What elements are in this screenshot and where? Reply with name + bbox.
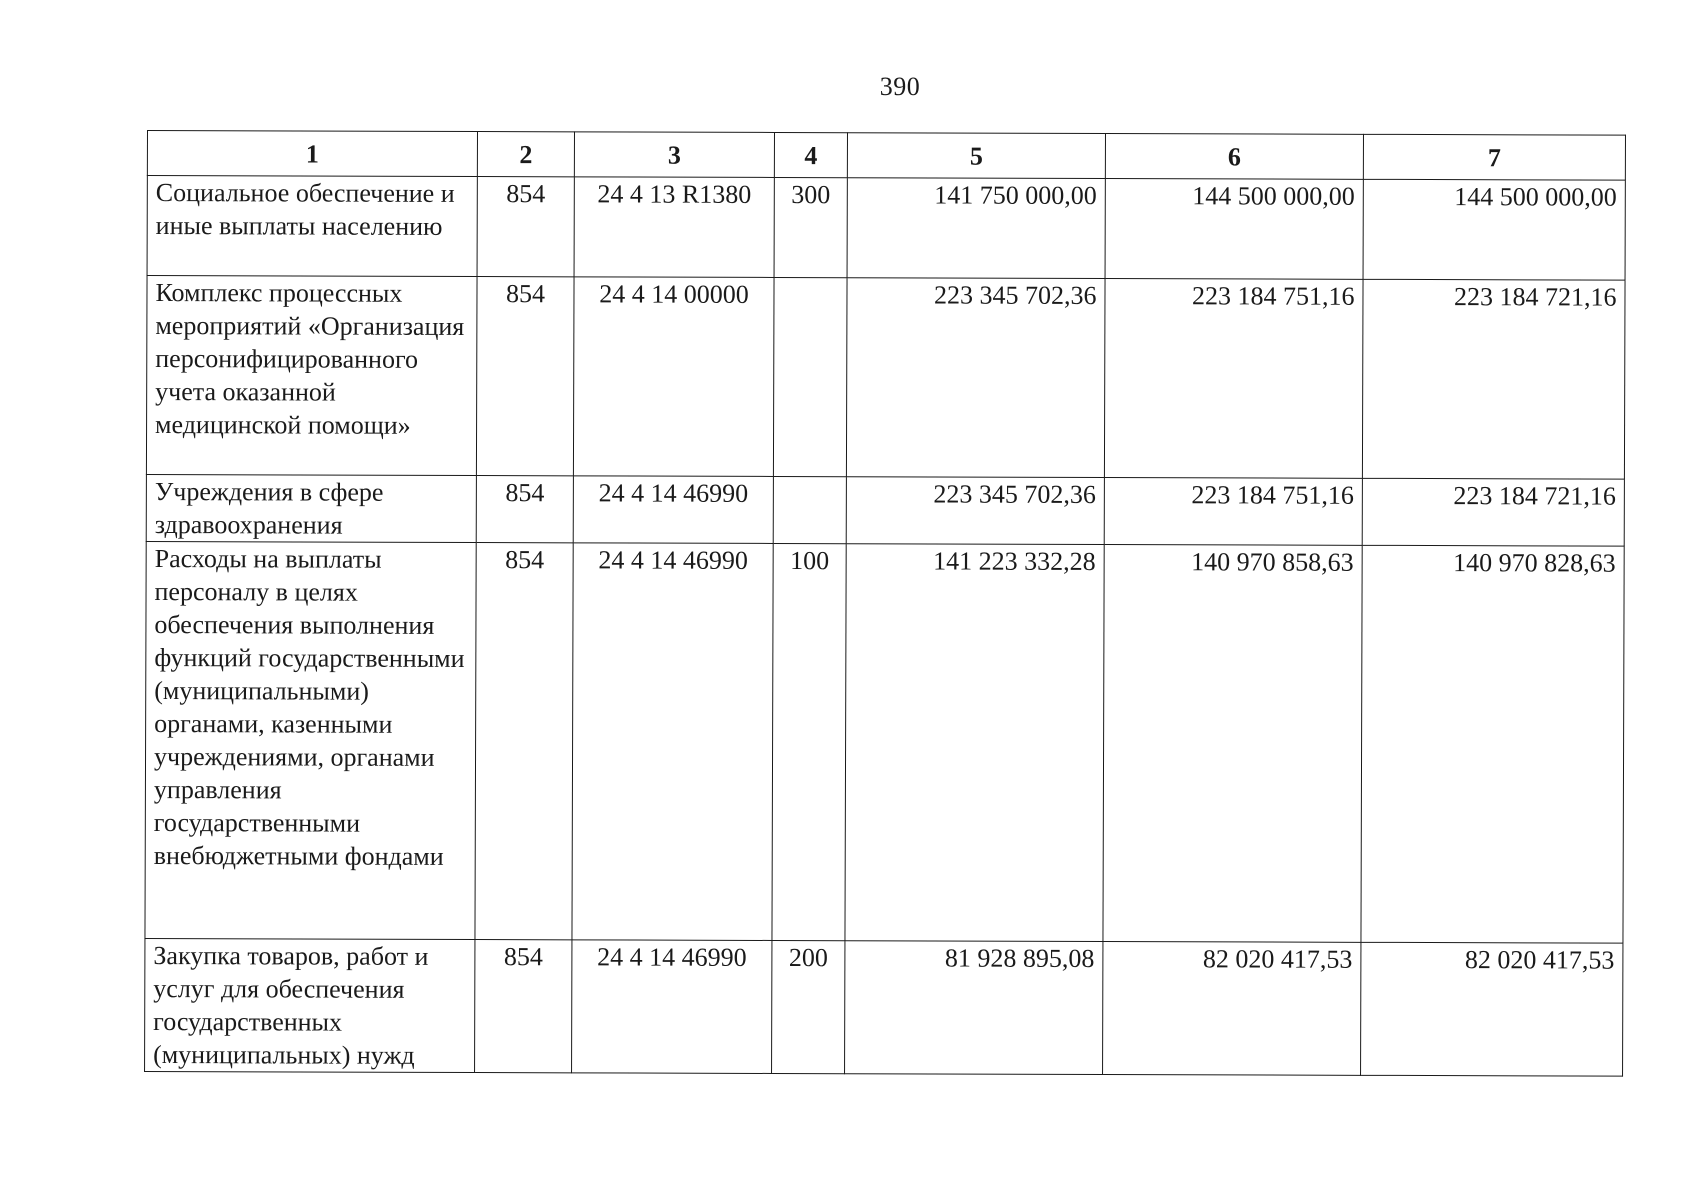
- column-header: 1: [147, 131, 477, 177]
- row-col7: 140 970 828,63: [1361, 545, 1624, 943]
- row-col2: 854: [477, 177, 574, 277]
- row-col5: 141 750 000,00: [847, 178, 1105, 279]
- table-row: [145, 541, 1624, 943]
- row-col3: 24 4 14 00000: [573, 277, 774, 477]
- row-name: Комплекс процессных мероприятий «Организация персонифицированного учета оказанной медицинской помощи»: [146, 276, 477, 476]
- budget-table: [144, 130, 1626, 1077]
- row-col6: 223 184 751,16: [1104, 279, 1363, 479]
- column-header: 3: [574, 132, 774, 178]
- row-col5: 223 345 702,36: [846, 278, 1105, 478]
- row-col3: 24 4 14 46990: [572, 543, 773, 941]
- row-col7: 144 500 000,00: [1363, 179, 1625, 280]
- row-col6: 82 020 417,53: [1103, 942, 1361, 1076]
- row-col2: 854: [475, 543, 573, 940]
- row-col5: 223 345 702,36: [846, 477, 1104, 545]
- row-col3: 24 4 14 46990: [573, 476, 773, 544]
- row-col6: 223 184 751,16: [1104, 478, 1362, 546]
- row-name: Учреждения в сфере здравоохранения: [146, 474, 476, 542]
- row-col4: [773, 476, 846, 543]
- row-col7: 223 184 721,16: [1362, 478, 1624, 546]
- row-col2: 854: [476, 277, 574, 476]
- column-header: 5: [847, 133, 1105, 179]
- row-col7: 82 020 417,53: [1361, 942, 1623, 1076]
- table-row: [147, 176, 1625, 281]
- row-col3: 24 4 14 46990: [572, 940, 772, 1074]
- column-header: 4: [774, 132, 847, 177]
- column-header: 7: [1363, 134, 1625, 180]
- row-col4: [773, 277, 847, 476]
- table-row: [146, 474, 1624, 546]
- page-number: 390: [879, 72, 921, 101]
- row-col2: 854: [475, 940, 572, 1073]
- row-col3: 24 4 13 R1380: [574, 177, 774, 278]
- row-name: Социальное обеспечение и иные выплаты населению: [147, 176, 477, 277]
- row-col2: 854: [476, 476, 573, 543]
- row-col5: 81 928 895,08: [845, 941, 1103, 1075]
- row-col4: 300: [774, 177, 847, 277]
- column-header: 6: [1105, 134, 1363, 180]
- row-col4: 100: [772, 543, 846, 940]
- header-row: [147, 131, 1625, 181]
- row-col5: 141 223 332,28: [845, 544, 1104, 942]
- column-header: 2: [477, 132, 574, 177]
- row-name: Закупка товаров, работ и услуг для обеспечения государственных (муниципальных) нужд: [145, 938, 475, 1072]
- row-col4: 200: [772, 940, 845, 1073]
- row-col7: 223 184 721,16: [1362, 279, 1625, 479]
- table-row: [145, 938, 1623, 1076]
- table-row: [146, 276, 1625, 480]
- row-col6: 140 970 858,63: [1103, 545, 1362, 943]
- row-name: Расходы на выплаты персоналу в целях обеспечения выполнения функций государственными (муниципальными) органами, казенными учреждениями, органами управления государственными внебюджетными фондами: [145, 541, 476, 939]
- row-col6: 144 500 000,00: [1105, 179, 1363, 280]
